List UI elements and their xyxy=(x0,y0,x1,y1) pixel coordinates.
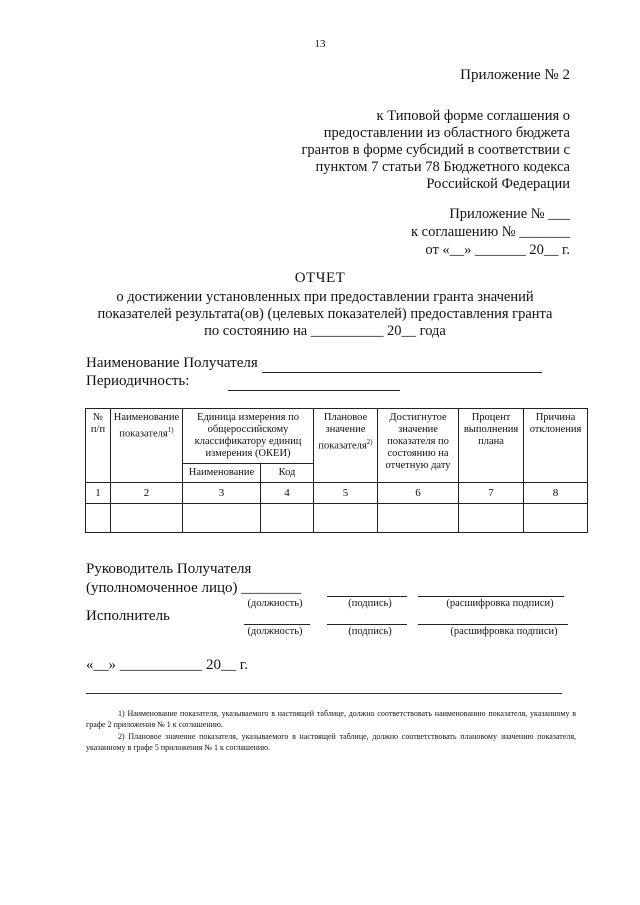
report-subtitle-line: по состоянию на __________ 20__ года xyxy=(204,323,446,339)
header-deviation-reason: Причина отклонения xyxy=(524,409,588,483)
report-subtitle xyxy=(60,289,590,340)
report-table xyxy=(85,408,588,533)
caption-full-name: (расшифровка подписи) xyxy=(446,598,554,609)
executor-label: Исполнитель xyxy=(86,608,170,624)
date-line: «__» ___________ 20__ г. xyxy=(86,657,248,673)
table-cell[interactable] xyxy=(261,504,314,533)
caption-signature: (подпись) xyxy=(348,598,392,609)
header-indicator-name: Наименование показателя$^{1)}$ xyxy=(111,409,183,483)
caption-full-name: (расшифровка подписи) xyxy=(450,626,558,637)
head-label xyxy=(86,560,301,598)
report-subtitle-line: показателей результата(ов) (целевых показателей) предоставления гранта xyxy=(97,306,553,322)
column-number: 1 xyxy=(86,483,111,504)
table-cell[interactable] xyxy=(378,504,459,533)
caption-position: (должность) xyxy=(247,598,303,609)
table-cell[interactable] xyxy=(524,504,588,533)
column-number: 7 xyxy=(459,483,524,504)
head-label-line: (уполномоченное лицо) ________ xyxy=(86,580,302,596)
column-number: 8 xyxy=(524,483,588,504)
appendix-line: к Типовой форме соглашения о xyxy=(376,108,570,124)
table-cell[interactable] xyxy=(314,504,378,533)
column-number: 6 xyxy=(378,483,459,504)
agreement-reference xyxy=(411,205,570,259)
caption-position: (должность) xyxy=(247,626,303,637)
header-unit-name: Наименование xyxy=(183,464,261,483)
head-signature-field[interactable] xyxy=(327,596,407,597)
caption-signature: (подпись) xyxy=(348,626,392,637)
appendix-title: Приложение № 2 xyxy=(460,67,570,83)
footnote-divider xyxy=(86,693,562,694)
appendix-line: грантов в форме субсидий в соответствии с xyxy=(301,142,570,158)
column-number: 5 xyxy=(314,483,378,504)
agreement-line: Приложение № ___ xyxy=(449,206,570,222)
head-label-line: Руководитель Получателя xyxy=(86,561,252,577)
agreement-line: к соглашению № _______ xyxy=(410,224,570,240)
agreement-line: от «__» _______ 20__ г. xyxy=(425,242,570,258)
table-cell[interactable] xyxy=(459,504,524,533)
column-number: 4 xyxy=(261,483,314,504)
header-planned-value: Плановое значение показателя$^{2)}$ xyxy=(314,409,378,483)
appendix-line: Российской Федерации xyxy=(426,176,570,192)
executor-position-field[interactable] xyxy=(244,624,310,625)
column-number: 3 xyxy=(183,483,261,504)
recipient-label: Наименование Получателя xyxy=(86,355,258,371)
column-number: 2 xyxy=(111,483,183,504)
table-row xyxy=(86,504,588,533)
table-cell[interactable] xyxy=(183,504,261,533)
head-name-field[interactable] xyxy=(418,596,564,597)
header-achieved-value: Достигнутое значение показателя по состоянию на отчетную дату xyxy=(378,409,459,483)
periodicity-field[interactable] xyxy=(228,390,400,391)
table-cell[interactable] xyxy=(86,504,111,533)
appendix-reference xyxy=(301,108,570,193)
header-plan-percent: Процент выполнения плана xyxy=(459,409,524,483)
header-unit-code: Код xyxy=(261,464,314,483)
appendix-line: пунктом 7 статьи 78 Бюджетного кодекса xyxy=(315,159,570,175)
executor-signature-field[interactable] xyxy=(327,624,407,625)
footnotes xyxy=(86,709,576,755)
header-number: № п/п xyxy=(86,409,111,483)
report-subtitle-line: о достижении установленных при предоставлении гранта значений xyxy=(116,289,534,305)
appendix-line: предоставлении из областного бюджета xyxy=(323,125,570,141)
page-number: 13 xyxy=(314,38,326,50)
recipient-field[interactable] xyxy=(262,372,542,373)
report-title: ОТЧЕТ xyxy=(294,270,346,286)
periodicity-label: Периодичность: xyxy=(86,373,190,389)
footnote: 1) Наименование показателя, указываемого в настоящей таблице, должно соответствовать наименованию показателя, указанному в графе 2 приложения № 1 к соглашению. xyxy=(86,709,576,729)
executor-name-field[interactable] xyxy=(418,624,568,625)
footnote: 2) Плановое значение показателя, указываемого в настоящей таблице, должно соответствовать плановому значению показателя, указанному в графе 5 приложения № 1 к соглашению. xyxy=(86,732,576,752)
header-unit-okei: Единица измерения по общероссийскому классификатору единиц измерения (ОКЕИ) xyxy=(183,409,314,464)
table-cell[interactable] xyxy=(111,504,183,533)
column-number-row xyxy=(86,483,588,504)
